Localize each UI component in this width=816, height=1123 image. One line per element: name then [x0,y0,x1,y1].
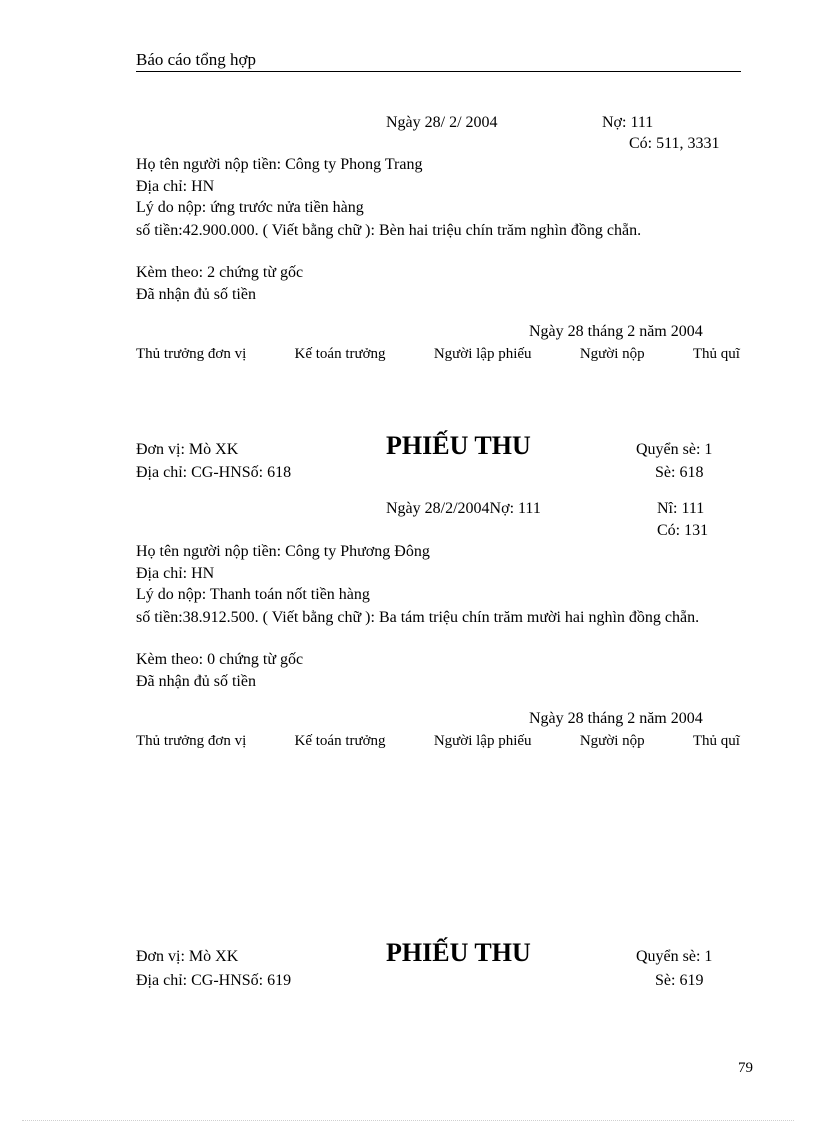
signature-cashier: Thủ quĩ [692,346,740,362]
receipt-3-title: PHIẾU THU [386,938,531,967]
receipt-1-payer: Họ tên người nộp tiền: Công ty Phong Trang [136,156,423,173]
page-number: 79 [738,1060,753,1076]
receipt-3-address-no: Địa chỉ: CG-HNSố: 619 [136,972,292,989]
receipt-1-attached: Kèm theo: 2 chứng từ gốc [136,264,304,281]
receipt-1-sign-date: Ngày 28 tháng 2 năm 2004 [529,323,703,340]
receipt-2-date-debit: Ngày 28/2/2004Nợ: 111 [386,500,541,517]
receipt-2-number: Sè: 618 [655,464,704,481]
receipt-2-unit: Đơn vị: Mò XK [136,441,239,458]
receipt-1-address: Địa chỉ: HN [136,178,215,195]
signature-director: Thủ trưởng đơn vị [136,346,247,362]
receipt-1-date: Ngày 28/ 2/ 2004 [386,114,498,131]
signature-preparer: Người lập phiếu [433,346,532,362]
signature-chief-accountant: Kế toán trưởng [294,346,386,362]
receipt-3-number: Sè: 619 [655,972,704,989]
footer-rule [22,1120,794,1121]
signature-preparer: Người lập phiếu [433,733,532,749]
signature-director: Thủ trưởng đơn vị [136,733,247,749]
receipt-2-debit: Nî: 111 [657,500,705,517]
signature-cashier: Thủ quĩ [692,733,740,749]
signature-payer: Người nộp [579,346,645,362]
receipt-2-address: Địa chỉ: HN [136,565,215,582]
receipt-3-book: Quyển sè: 1 [636,948,713,965]
report-header: Báo cáo tổng hợp [136,50,256,69]
receipt-2-title: PHIẾU THU [386,431,531,460]
signature-chief-accountant: Kế toán trưởng [294,733,386,749]
receipt-2-sign-date: Ngày 28 tháng 2 năm 2004 [529,710,703,727]
receipt-2-signature-row [136,731,740,751]
receipt-2-payer: Họ tên người nộp tiền: Công ty Phương Đông [136,543,430,560]
receipt-1-reason: Lý do nộp: ứng trước nửa tiền hàng [136,199,364,216]
receipt-2-address-no: Địa chỉ: CG-HNSố: 618 [136,464,292,481]
receipt-2-reason: Lý do nộp: Thanh toán nốt tiền hàng [136,586,370,603]
receipt-1-received: Đã nhận đủ số tiền [136,286,256,303]
receipt-2-received: Đã nhận đủ số tiền [136,673,256,690]
receipt-2-credit: Có: 131 [657,522,709,539]
receipt-1-amount: số tiền:42.900.000. ( Viết bằng chữ ): Bèn hai triệu chín trăm nghìn đồng chẵn. [136,222,642,239]
receipt-2-attached: Kèm theo: 0 chứng từ gốc [136,651,304,668]
receipt-1-signature-row [136,344,740,364]
receipt-2-book: Quyển sè: 1 [636,441,713,458]
receipt-3-unit: Đơn vị: Mò XK [136,948,239,965]
receipt-1-credit: Có: 511, 3331 [629,135,720,152]
receipt-1-debit: Nợ: 111 [602,114,654,131]
signature-payer: Người nộp [579,733,645,749]
header-rule [136,71,741,72]
receipt-2-amount: số tiền:38.912.500. ( Viết bằng chữ ): Ba tám triệu chín trăm mười hai nghìn đồng chẵn. [136,609,700,626]
